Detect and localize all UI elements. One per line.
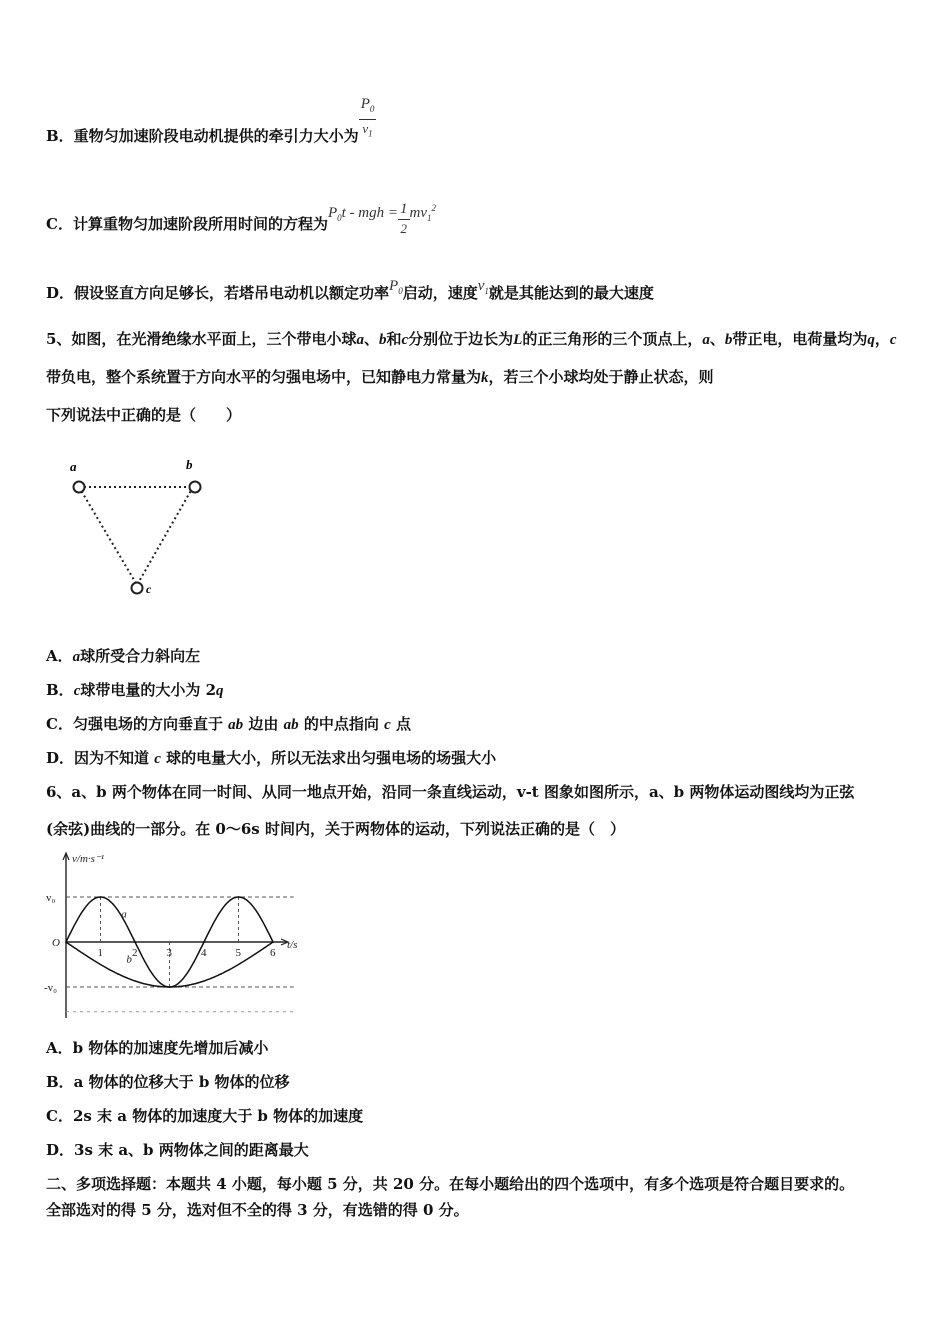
point-b-2 xyxy=(169,986,171,988)
option-4d-power: $P_0$ xyxy=(389,278,403,296)
x-tick-label-3: 3 xyxy=(166,947,172,959)
option-4c-formula: $P_0t$ - mgh = xyxy=(327,205,398,223)
option-4d-text-2: 启动，速度 xyxy=(402,284,478,302)
option-4c-text: C．计算重物匀加速阶段所用时间的方程为 xyxy=(46,215,328,233)
option-6c: C．2s 末 a 物体的加速度大于 b 物体的加速度 xyxy=(46,1107,364,1125)
y-tick-label-v0: v₀ xyxy=(46,892,56,904)
label-a: a xyxy=(70,459,77,474)
question-5-stem: 5、如图，在光滑绝缘水平面上，三个带电小球a、b和c分别位于边长为L的正三角形的三个顶点上，a、b带正电，电荷量均为q，c带负电，整个系统置于方向水平的匀强电场中，已知静电力常量为k，若三个小球均处于静止状态，则 下列说法中正确的是（ ） xyxy=(46,330,897,424)
point-a-5 xyxy=(238,896,240,898)
point-a-2 xyxy=(134,941,136,943)
option-6b: B．a 物体的位移大于 b 物体的位移 xyxy=(46,1073,290,1091)
point-b-4 xyxy=(272,941,274,943)
option-4d-velocity: $v_1$ xyxy=(477,278,489,296)
series-label-b: b xyxy=(126,953,132,966)
x-tick-label-2: 2 xyxy=(132,947,138,959)
option-4d-text-3: 就是其能达到的最大速度 xyxy=(488,284,654,302)
question-6-stem: 6、a、b 两个物体在同一时间、从同一地点开始，沿同一条直线运动，v-t 图象如图所示，a、b 两物体运动图线均为正弦 (余弦)曲线的一部分。在 0～6s 时间内，关于两物体的运动，下列说法正确的是（ ） xyxy=(46,783,855,838)
ball-c xyxy=(132,583,143,594)
option-4c: C．计算重物匀加速阶段所用时间的方程为$P_0t$ - mgh = $\frac{1}{2}$ $mv_1^2$ xyxy=(46,200,436,236)
option-6a: A．b 物体的加速度先增加后减小 xyxy=(46,1039,269,1057)
point-b-0 xyxy=(65,941,67,943)
option-4b-text: B．重物匀加速阶段电动机提供的牵引力大小为 xyxy=(46,127,359,145)
option-4b xyxy=(46,95,376,146)
x-tick-label-5: 5 xyxy=(235,947,241,959)
x-tick-label-6: 6 xyxy=(270,947,276,959)
option-4d-text-1: D．假设竖直方向足够长，若塔吊电动机以额定功率 xyxy=(46,284,390,302)
y-axis-label: v/m·s⁻¹ xyxy=(72,853,105,865)
ball-a xyxy=(74,482,85,493)
series-label-a: a xyxy=(121,908,127,921)
option-5a: A．a球所受合力斜向左 xyxy=(46,647,201,665)
x-tick-label-4: 4 xyxy=(201,947,207,959)
option-6d: D．3s 末 a、b 两物体之间的距离最大 xyxy=(46,1141,309,1159)
option-4b-formula: $\frac{P_0}{v_1}$ xyxy=(360,95,375,139)
ball-b xyxy=(190,482,201,493)
triangle-charges-figure xyxy=(60,455,230,605)
option-4d xyxy=(46,278,654,309)
point-a-1 xyxy=(100,896,102,898)
point-b-1 xyxy=(117,973,119,975)
section-2-rules: 全部选对的得 5 分，选对但不全的得 3 分，有选错的得 0 分。 xyxy=(46,1201,469,1219)
option-5d: D．因为不知道 c 球的电量大小，所以无法求出匀强电场的场强大小 xyxy=(46,749,497,767)
point-a-4 xyxy=(203,941,205,943)
option-5c: C．匀强电场的方向垂直于 ab 边由 ab 的中点指向 c 点 xyxy=(46,715,411,733)
x-tick-label-1: 1 xyxy=(97,947,103,959)
option-5b: B．c球带电量的大小为 2q xyxy=(46,681,224,699)
label-b: b xyxy=(186,457,193,472)
section-2-heading: 二、多项选择题：本题共 4 小题，每小题 5 分，共 20 分。在每小题给出的四个选项中，有多个选项是符合题目要求的。 xyxy=(46,1175,855,1193)
label-c: c xyxy=(146,582,152,596)
vt-chart xyxy=(44,850,314,1020)
origin-label: O xyxy=(52,937,60,949)
y-tick-label-neg-v0: -v₀ xyxy=(44,982,57,994)
point-b-3 xyxy=(220,973,222,975)
x-axis-label: t/s xyxy=(287,939,298,951)
